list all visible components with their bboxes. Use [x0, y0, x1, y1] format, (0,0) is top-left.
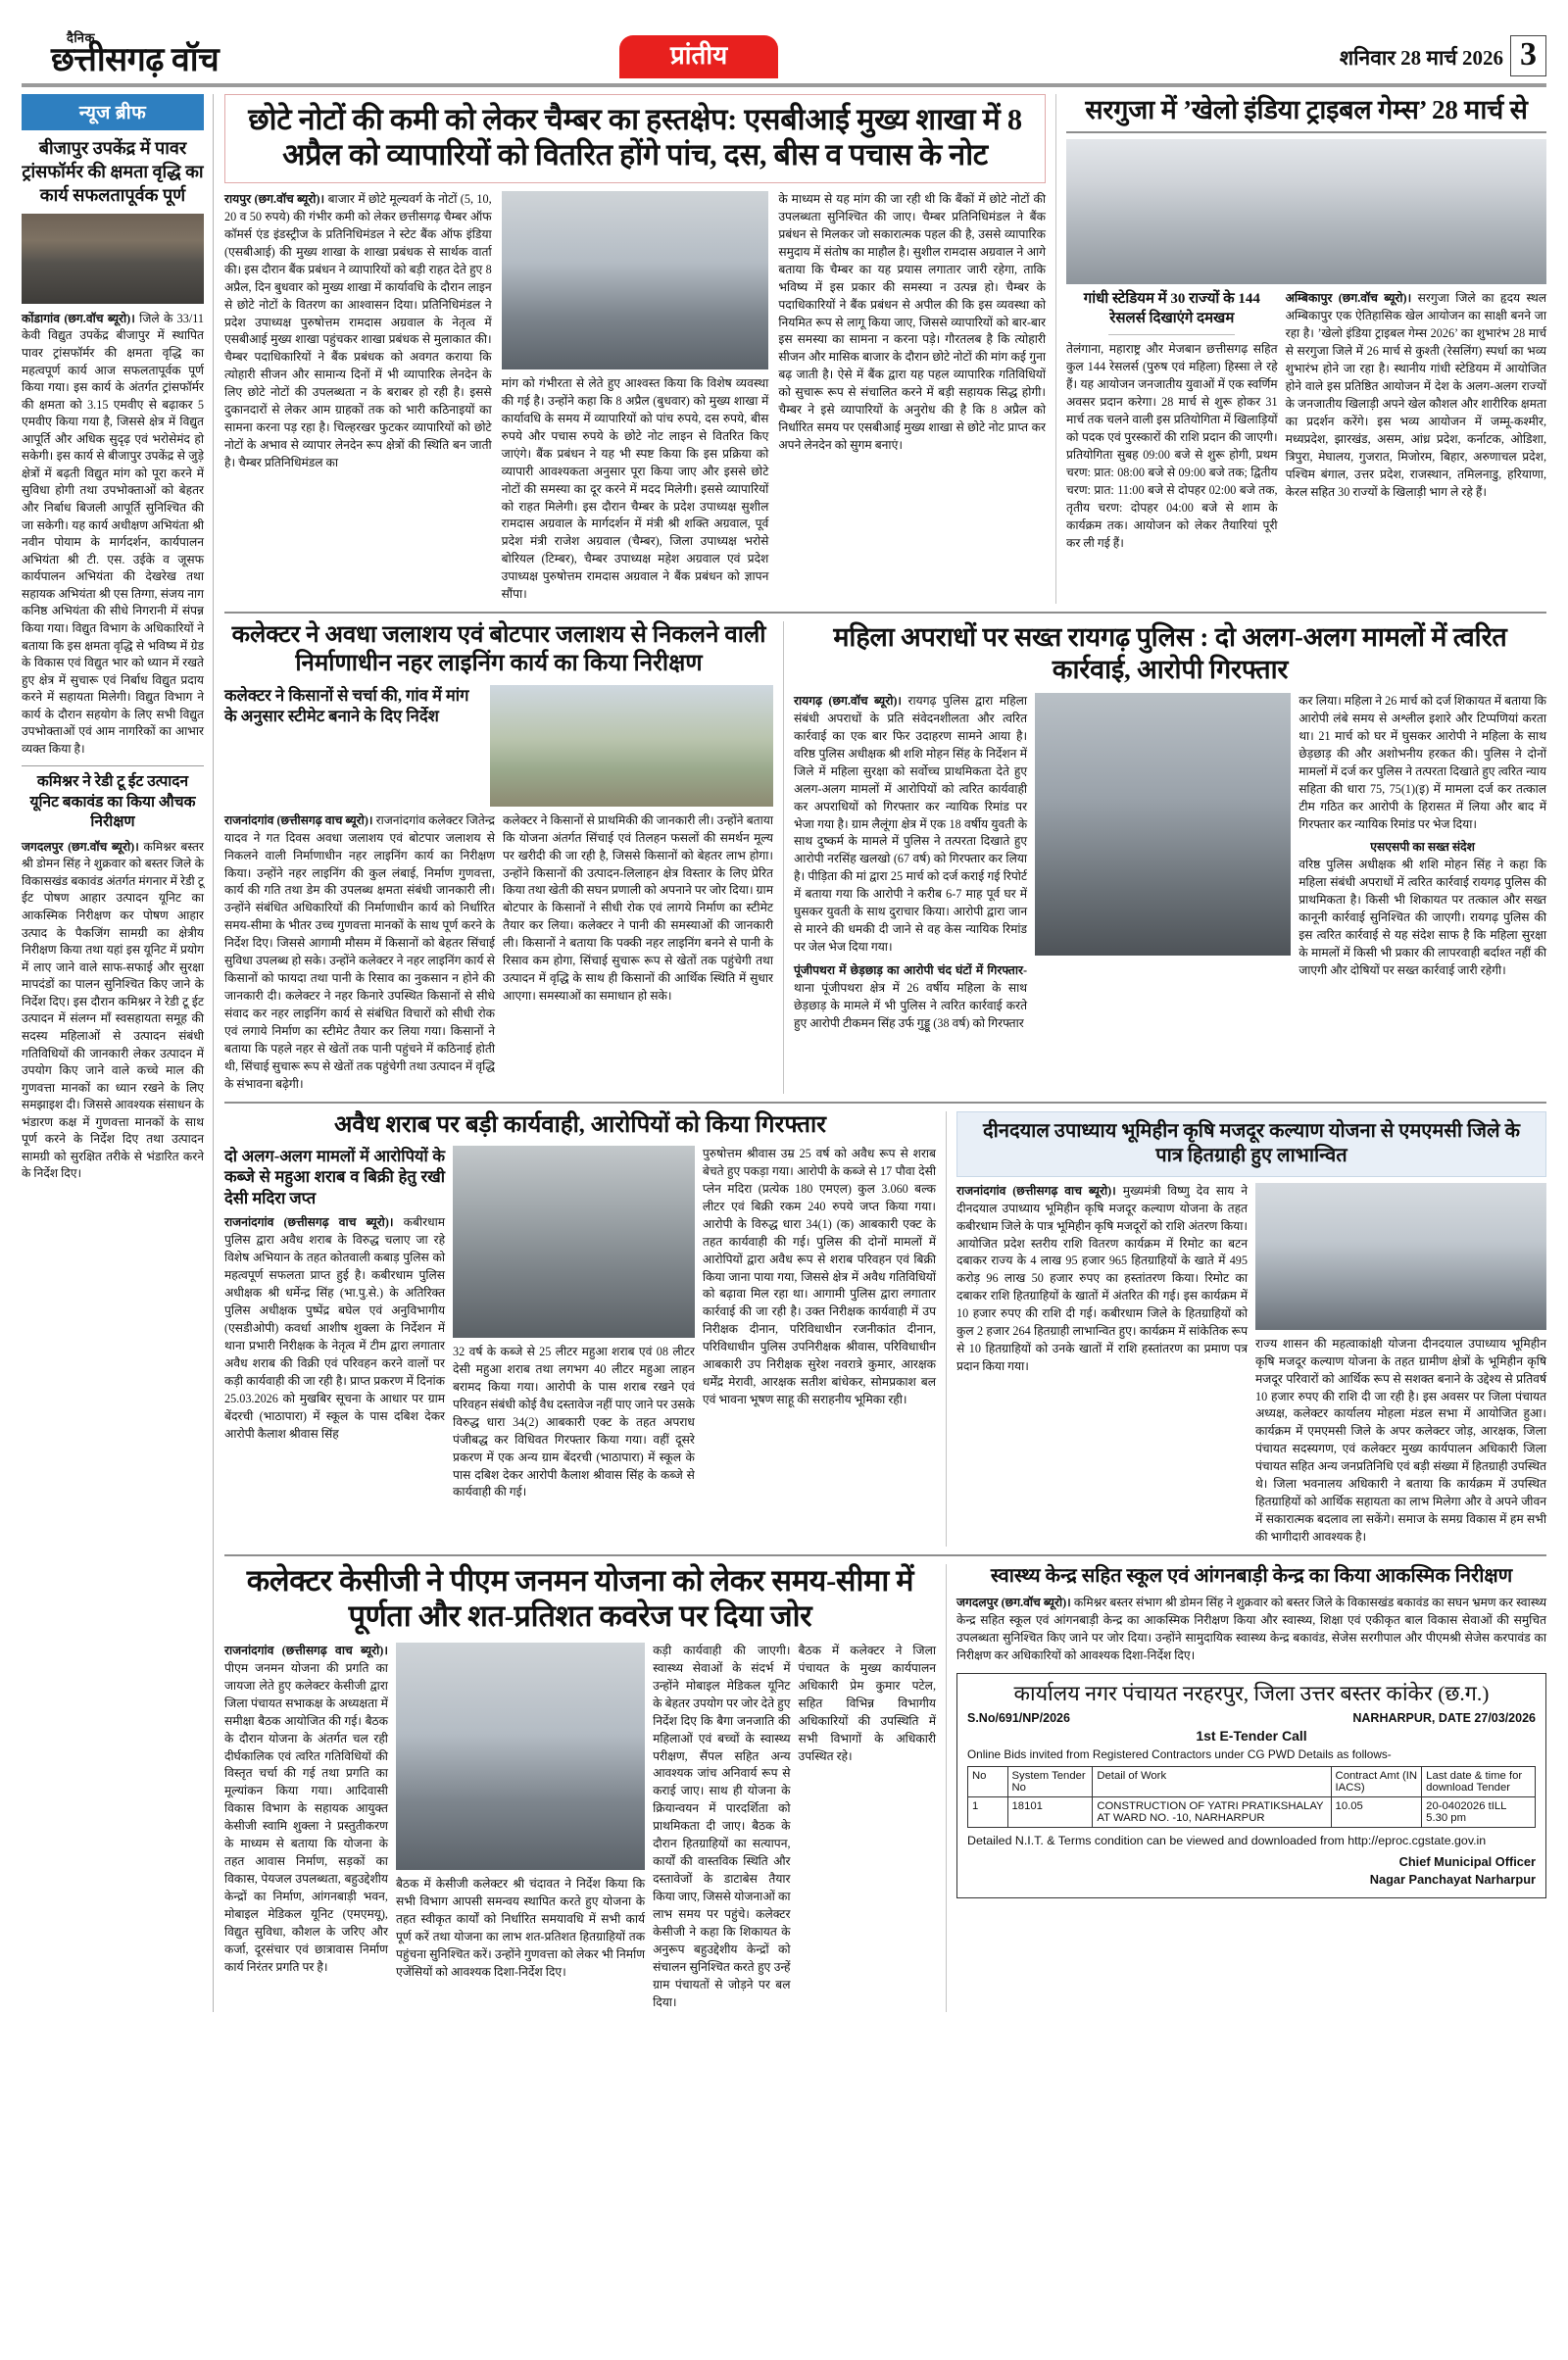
raigarh-photo — [1035, 693, 1291, 956]
tender-col-tenderno: System Tender No — [1007, 1767, 1093, 1797]
top-block-rule — [224, 612, 1546, 614]
sidebar-story1-photo — [22, 214, 204, 304]
canal-photo — [490, 685, 773, 807]
canal-body-row — [224, 812, 773, 1094]
scheme-col1-text: मुख्यमंत्री विष्णु देव साय ने दीनदयाल उपाध्याय भूमिहीन कृषि मजदूर कल्याण योजना के तहत कबीरधाम जिले के पात्र भूमिहीन कृषि मजदूरों को राशि अंतरण किया। आयोजित प्रदेश स्तरीय राशि वितरण कार्यक्रम में रिमोट का बटन दबाकर राज्य के 4 लाख 95 हजार 965 हितग्राहियों के खाते में 495 करोड़ 96 लाख 50 हजार रुपए का हस्तांतरण किया। रिमोट का दबाकर राशि हितग्राहियों के खातों में अंतरित की गई। इस कार्यक्रम में 10 हजार रुपए की राशि दी गई। कबीरधाम जिले के हितग्राहियों को कुल 2 हजार 264 हितग्राही लाभान्वित हुए। कार्यक्रम में सांकेतिक रूप से 10 हितग्राहियों को उनके खातों में राशि हस्तांतरण का प्रमाण पत्र प्रदान किया गया। — [956, 1183, 1249, 1374]
raigarh-col-2 — [1298, 693, 1546, 1033]
lead-body-row — [224, 191, 1046, 604]
raigarh-article — [783, 621, 1546, 1094]
raigarh-dateline: रायगढ़ (छग.वॉच ब्यूरो)। — [794, 693, 903, 708]
news-brief-sidebar — [22, 94, 214, 2012]
masthead — [22, 18, 1546, 78]
sidebar-story1-body — [22, 311, 204, 759]
canal-col-2: कलेक्टर ने किसानों से प्राथमिकी की जानकारी ली। उन्होंने बताया कि योजना अंतर्गत सिंचाई एवं तिलहन फसलों की समर्थन मूल्य पर खरीदी की जा रही है, जिससे किसानों को बेहतर लाभ होगा। उन्होंने किसानों की उत्पादन-लिलाहन क्षेत्र विस्तार के लिए प्रेरित किया तथा खेती की सघन प्रणाली को अपनाने पर जोर दिया। ग्राम बोटपार के किसानों ने सीधी रोक एवं लागये निर्माण का स्टीमेट तैयार कर लिया। कलेक्टर ने पानी की समस्याओं की जानकारी ली। किसानों ने बताया कि पक्की नहर लाइनिंग बनने से पानी के रिसाव कम होगा, सिंचाई सुचारू रूप से खेतों तक पहुंचेगी तथा उत्पादन में वृद्धि के साथ ही किसानों की आर्थिक स्थिति में सुधार आएगा। समस्याओं का समाधान हो सके। — [503, 812, 773, 1004]
raigarh-col1b-text: थाना पूंजीपथरा क्षेत्र में 26 वर्षीय महिला के साथ छेड़छाड़ के मामले में भी पुलिस ने त्वरित कार्रवाई करते हुए आरोपी टीकमन सिंह उर्फ गुड्डू (38 वर्ष) को गिरफ्तार — [794, 980, 1028, 1030]
page-number: 3 — [1510, 35, 1546, 76]
tender-place-date: NARHARPUR, DATE 27/03/2026 — [1352, 1711, 1536, 1726]
raigarh-col1-text: रायगढ़ पुलिस द्वारा महिला संबंधी अपराधों के प्रति संवेदनशीलता और त्वरित कार्रवाई का एक बार फिर उदाहरण सामने आया है। वरिष्ठ पुलिस अधीक्षक श्री शशि मोहन सिंह के निर्देशन में जिले में महिला सुरक्षा को सर्वोच्च प्राथमिकता देते हुए अलग-अलग मामलों में आरोपियों को त्वरित कार्यवाही कर अपराधियों को गिरफ्तार कर न्यायिक रिमांड पर भेजा गया है। ग्राम लैलूंगा क्षेत्र में एक 18 वर्षीय युवती के साथ दुष्कर्म के मामले में पुलिस ने तत्परता दिखाते हुए आरोपी नरसिंह खलखो (67 वर्ष) को गिरफ्तार कर लिया है। पीड़िता की मां द्वारा 25 मार्च को दर्ज कराई गई रिपोर्ट में बताया गया कि आरोपी ने करीब 6-7 माह पूर्व घर में घुसकर युवती के साथ दुराचार किया। आरोपी द्वारा जान से मारने की धमकी दी जाने से वह केस न्यायिक रिमांड पर जेल भेज दिया गया। — [794, 693, 1028, 955]
lead-dateline: रायपुर (छग.वॉच ब्यूरो)। — [224, 191, 325, 206]
tender-meta-row — [967, 1711, 1536, 1725]
canal-kicker: कलेक्टर ने किसानों से चर्चा की, गांव में मांग के अनुसार स्टीमेट बनाने के दिए निर्देश — [224, 685, 469, 726]
liquor-kicker: दो अलग-अलग मामलों में आरोपियों के कब्जे से महुआ शराब व बिक्री हेतु रखी देसी मदिरा जप्त — [224, 1146, 446, 1207]
lead-headline-box — [224, 94, 1046, 183]
sidebar-story1-text: जिले के 33/11 केवी विद्युत उपकेंद्र बीजापुर में स्थापित पावर ट्रांसफॉर्मर की क्षमता वृद्धि का महत्वपूर्ण कार्य आज सफलतापूर्वक पूर्ण किया गया। इस कार्य के अंतर्गत ट्रांसफॉर्मर की क्षमता को 3.15 एमवीए से बढ़ाकर 5 एमवीए किया गया है, जिससे क्षेत्र में विद्युत आपूर्ति और अधिक सुदृढ़ एवं भरोसेमंद हो सकेगी। इस कार्य से बीजापुर उपकेंद्र से जुड़े क्षेत्रों में बढ़ती विद्युत मांग को पूरा करने में सुविधा होगी तथा उपभोक्ताओं को बेहतर और निर्बाध बिजली आपूर्ति सुनिश्चित की जा सकेगी। यह कार्य अधीक्षण अभियंता श्री नवीन पोयाम के मार्गदर्शन, कार्यपालन अभियंता श्री टी. एस. उईके व जूसफ कार्यपालन अभियंता की देखरेख तथा सहायक अभियंता श्री एस तिग्गा, संजय नाग कनिष्ठ अभियंता की सीधे निगरानी में संपन्न किया गया। विद्युत विभाग के अधिकारियों ने बताया कि इस क्षमता वृद्धि से भविष्य में ग्रेड के विकास एवं विद्युत भार को ध्यान में रखते हुए क्षेत्र में सुचारू एवं निर्बाध विद्युत प्रदाय करने में सहायता मिलेगी। विद्युत विभाग ने कार्य के दौरान सहयोग के लिए सभी विद्युत उपभोक्ताओं एवं आम नागरिकों का आभार व्यक्त किया है। — [22, 311, 204, 756]
liquor-col-1 — [224, 1146, 445, 1501]
bottom-block — [224, 1564, 1546, 2012]
scheme-body-row — [956, 1183, 1546, 1547]
logo-title: छत्तीसगढ़ वॉच — [51, 42, 220, 79]
tender-sign-office: Nagar Panchayat Narharpur — [1369, 1871, 1536, 1887]
khelo-headline: सरगुजा में ’खेलो इंडिया ट्राइबल गेम्स’ 28 मार्च से — [1085, 95, 1528, 124]
tender-col-work: Detail of Work — [1093, 1767, 1331, 1797]
liquor-col-3: पुरुषोत्तम श्रीवास उम्र 25 वर्ष को अवैध रूप से शराब बेचते हुए पकड़ा गया। आरोपी के कब्जे से 17 पौवा देसी प्लेन मदिरा (प्रत्येक 180 एमएल) कुल 3.060 बल्क लीटर एवं बिक्री रकम 240 रुपये जप्त किया गया। आरोपी के विरुद्ध धारा 34(1) (क) आबकारी एक्ट के तहत कार्यवाही की गई। पुलिस की दोनों मामलों में आरोपियों द्वारा अवैध रूप से शराब परिवहन एवं बिक्री किया जाना पाया गया, जिससे क्षेत्र में अवैध गतिविधियों को बढ़ावा मिल रहा था। आगामी पुलिस द्वारा लगातार कार्रवाई की जा रही है। उक्त निरीक्षक कार्यवाही में उप निरीक्षक दीनान, परिविधाधीन रजनीकांत दीनान, परिविधाधीन पुलिस उपनिरीक्षक श्रीवास, परिविधाधीन आबकारी उप निरीक्षक सुरेश नवरात्रे कुमार, आरक्षक धर्मेंद्र मेरावी, आरक्षक सतीश बांधेकर, सोमप्रकाश बल एवं भावना भूषण साहू की सराहनीय भूमिका रही। — [702, 1146, 936, 1407]
tender-table — [967, 1766, 1536, 1828]
scheme-col2-text: राज्य शासन की महत्वाकांक्षी योजना दीनदयाल उपाध्याय भूमिहीन कृषि मजदूर कल्याण योजना के तहत ग्रामीण क्षेत्रों के भूमिहीन कृषि मजदूर परिवारों को आर्थिक रूप से सशक्त बनाने के उद्देश्य से प्रतिवर्ष 10 हजार रुपए की राशि दी जा रही है। इस अवसर पर जिला पंचायत अध्यक्ष, कलेक्टर कार्यालय मोहला मंडल सभा में आयोजित हुआ। कार्यक्रम में एमएमसी जिले के अपर कलेक्टर जोड़, आरक्षक, जिला पंचायत सदस्यगण, एवं कलेक्टर मुख्य कार्यपालन अधिकारी जिला पंचायत सहित अन्य जनप्रतिनिधि एवं बड़ी संख्या में हितग्राही उपस्थित थे। जिला भवनालय अधिकारी ने बताया कि कार्यक्रम में उपस्थित हितग्राहियों को आर्थिक सहायता का लाभ मिलेगा और वे अपने जीवन में सकारात्मक बदलाव ला सकेंगे। समाज के समग्र विकास में हम सभी की भागीदारी आवश्यक है। — [1255, 1336, 1546, 1544]
canal-headline: कलेक्टर ने अवधा जलाशय एवं बोटपार जलाशय से निकलने वाली निर्माणाधीन नहर लाइनिंग कार्य का किया निरीक्षण — [231, 622, 766, 677]
pmjanman-dateline: राजनांदगांव (छत्तीसगढ़ वाच ब्यूरो)। — [224, 1643, 388, 1657]
tender-row-tenderno: 18101 — [1007, 1797, 1093, 1828]
masthead-rule — [22, 83, 1546, 87]
tender-serial-no: S.No/691/NP/2026 — [967, 1711, 1070, 1726]
khelo-article — [1055, 94, 1546, 604]
health-headline: स्वास्थ्य केन्द्र सहित स्कूल एवं आंगनबाड़ी केन्द्र का किया आकस्मिक निरीक्षण — [990, 1564, 1513, 1587]
khelo-subhead: गांधी स्टेडियम में 30 राज्यों के 144 रेसलर्स दिखाएंगे दमखम — [1083, 291, 1260, 326]
lead-col-2 — [502, 191, 769, 604]
liquor-headline: अवैध शराब पर बड़ी कार्यवाही, आरोपियों को किया गिरफ्तार — [334, 1111, 826, 1138]
tender-table-header-row — [968, 1767, 1536, 1797]
tender-col-amount: Contract Amt (IN IACS) — [1331, 1767, 1422, 1797]
pmjanman-col1-text: पीएम जनमन योजना की प्रगति का जायजा लेते हुए कलेक्टर केसीजी द्वारा जिला पंचायत सभाकक्ष के अध्यक्षता में समीक्षा बैठक आयोजित की गई। बैठक के दौरान योजना के अंतर्गत चल रही दीर्घकालिक एवं त्वरित गतिविधियों की विस्तृत चर्चा की गई तथा प्रगति का मूल्यांकन किया गया। आदिवासी विकास विभाग के सहायक आयुक्त केसीजी स्वामि शुक्ला ने प्रस्तुतीकरण के माध्यम से बताया कि योजना के तहत आवास निर्माण, सड़कों का विकास, पेयजल उपलब्धता, बहुउद्देशीय केन्द्रों का निर्माण, आंगनबाड़ी भवन, मोबाइल मेडिकल यूनिट (एमएमयू), विद्युत सुविधा, कौशल के जरिए और कर्जा, दूरसंचार एवं छात्रावास निर्माण कार्य निरंतर प्रगति पर है। — [224, 1660, 388, 1974]
pmjanman-col-1 — [224, 1643, 388, 2012]
liquor-col1-text: कबीरधाम पुलिस द्वारा अवैध शराब के विरुद्ध चलाए जा रहे विशेष अभियान के तहत कोतवाली कबाड़ पुलिस को महत्वपूर्ण सफलता प्राप्त हुई है। कबीरधाम पुलिस अधीक्षक श्री धर्मेन्द्र सिंह (भा.पु.से.) के अतिरिक्त पुलिस अधीक्षक पुष्पेंद्र बघेल एवं अनुविभागीय (एसडीओपी) कवर्धा आशीष शुक्ला के निर्देशन में थाना प्रभारी निरीक्षक के नेतृत्व में टीम द्वारा लगातार अवैध शराब की विक्री एवं परिवहन करने वालों पर कड़ी कार्यवाही की जा रही है। प्राप्त प्रकरण में दिनांक 25.03.2026 को मुखबिर सूचना के आधार पर ग्राम बेंदरची (भाठापारा) में स्कूल के पास दबिश देकर आरोपी कैलाश श्रीवास सिंह — [224, 1215, 446, 1441]
canal-col-1 — [224, 812, 495, 1094]
section-badge: प्रांतीय — [619, 35, 778, 78]
lead-headline: छोटे नोटों की कमी को लेकर चैम्बर का हस्तक्षेप: एसबीआई मुख्य शाखा में 8 अप्रैल को व्यापारियों को वितरित होंगे पांच, दस, बीस व पचास के नोट — [248, 103, 1022, 172]
tender-row-amount: 10.05 — [1331, 1797, 1422, 1828]
tender-call-label: 1st E-Tender Call — [1196, 1728, 1307, 1745]
tender-col-no: No — [968, 1767, 1008, 1797]
pmjanman-col-3: कड़ी कार्यवाही की जाएगी। स्वास्थ्य सेवाओं के संदर्भ में उन्होंने मोबाइल मेडिकल यूनिट के बेहतर उपयोग पर जोर देते हुए निर्देश दिए कि बैगा जनजाति की महिलाओं एवं बच्चों के स्वास्थ्य परीक्षण, सैंपल सहित अन्य आवश्यक जांच अनिवार्य रूप से कराई जाए। साथ ही योजना के क्रियान्वयन में पारदर्शिता को प्राथमिकता दी जाए। बैठक के दौरान हितग्राहियों का सत्यापन, कार्यों की वास्तविक स्थिति और दस्तावेजों के डाटाबेस तैयार किया जाए, जिससे योजनाओं का लाभ समय पर पहुंचे। कलेक्टर केसीजी ने कहा कि शिकायत के अनुरूप बहुउद्देशीय केन्द्रों को संचालन सुनिश्चित करते हुए उन्हें ग्राम पंचायतों से जोड़ने पर बल दिया। — [653, 1643, 791, 2009]
tender-note: Online Bids invited from Registered Contractors under CG PWD Details as follows- — [967, 1747, 1392, 1762]
second-block — [224, 621, 1546, 1094]
khelo-col2-text: सरगुजा जिले का हृदय स्थल अम्बिकापुर एक ऐतिहासिक खेल आयोजन का साक्षी बनने जा रहा है। ’खेलो इंडिया ट्राइबल गेम्स 2026’ का शुभारंभ 28 मार्च से सरगुजा जिले में 26 मार्च से कुश्ती (रेसलिंग) स्पर्धा का भव्य शुभारंभ होने जा रहा है। स्थानीय गांधी स्टेडियम में आयोजित होने वाले इस प्रतिष्ठित आयोजन में देश के अलग-अलग राज्यों के जनजातीय खिलाड़ी अपने खेल कौशल और शारीरिक क्षमता का प्रदर्शन करेंगे। इस भव्य आयोजन में जम्मू-कश्मीर, मध्यप्रदेश, झारखंड, असम, आंध्र प्रदेश, कर्नाटक, ओडिशा, त्रिपुरा, मेघालय, गुजरात, मिजोरम, बिहार, अरुणाचल प्रदेश, पश्चिम बंगाल, उत्तर प्रदेश, राजस्थान, तमिलनाडु, हरियाणा, केरल सहित 30 राज्यों के खिलाड़ी भाग ले रहे हैं। — [1285, 291, 1547, 499]
lead-photo — [502, 191, 769, 369]
pmjanman-headline: कलेक्टर केसीजी ने पीएम जनमन योजना को लेकर समय-सीमा में पूर्णता और शत-प्रतिशत कवरेज पर दिया जोर — [246, 1563, 914, 1633]
right-bottom-col — [946, 1564, 1546, 2012]
sidebar-story1-dateline: कोंडागांव (छग.वॉच ब्यूरो)। — [22, 311, 135, 325]
scheme-col-2 — [1255, 1183, 1546, 1547]
scheme-article — [946, 1111, 1546, 1547]
masthead-meta — [1340, 35, 1546, 76]
khelo-col1-text: तेलंगाना, महाराष्ट्र और मेजबान छत्तीसगढ़ सहित कुल 144 रेसलर्स (पुरुष एवं महिला) हिस्सा ले रहे हैं। यह आयोजन जनजातीय युवाओं में एक स्वर्णिम अवसर प्रदान करेगा। 28 मार्च से शुरू होकर 31 मार्च तक चलने वाली इस प्रतियोगिता में खिलाड़ियों को पदक एवं पुरस्कारों की राशि प्रदान की जाएगी। प्रतियोगिता सुबह 09:00 बजे से शुरू होगी, प्रथम चरण: प्रात: 08:00 बजे से 09:00 बजे तक; द्वितीय चरण: प्रात: 11:00 बजे से दोपहर 02:00 बजे तक, तृतीय चरण: दोपहर 04:00 बजे से शाम के कार्यक्रम तक। आयोजन को लेकर तैयारियां पूरी कर ली गई हैं। — [1066, 342, 1278, 550]
lead-col-1 — [224, 191, 492, 604]
scheme-dateline: राजनांदगांव (छत्तीसगढ़ वाच ब्यूरो)। — [956, 1183, 1116, 1198]
tender-sign-officer: Chief Municipal Officer — [1398, 1854, 1536, 1870]
sidebar-story2-headline: कमिश्नर ने रेडी टू ईट उत्पादन यूनिट बकावंड का किया औचक निरीक्षण — [29, 773, 196, 831]
liquor-body-row — [224, 1146, 936, 1501]
tender-advertisement — [956, 1673, 1546, 1898]
scheme-headline: दीनदयाल उपाध्याय भूमिहीन कृषि मजदूर कल्याण योजना से एमएमसी जिले के पात्र हितग्राही हुए लाभान्वित — [983, 1119, 1520, 1166]
khelo-subhead-col — [1066, 290, 1278, 552]
scheme-headline-box — [956, 1111, 1546, 1177]
pmjanman-photo — [396, 1643, 645, 1870]
canal-photo-wrap — [490, 685, 773, 807]
health-body — [956, 1595, 1546, 1665]
health-dateline: जगदलपुर (छग.वॉच ब्यूरो)। — [956, 1595, 1071, 1609]
tender-row-lastdate: 20-0402026 tILL 5.30 pm — [1422, 1797, 1536, 1828]
khelo-col-2 — [1286, 290, 1546, 552]
tender-footer-note: Detailed N.I.T. & Terms condition can be viewed and downloaded from http://eproc.cgstate.gov.in — [967, 1834, 1487, 1848]
pmjanman-col-2 — [396, 1643, 645, 2012]
third-block-rule — [224, 1554, 1546, 1556]
khelo-rule — [1066, 131, 1546, 133]
tender-signature — [967, 1853, 1536, 1888]
raigarh-subhead-2: एसएसपी का सख्त संदेश — [1370, 840, 1475, 855]
pmjanman-article — [224, 1564, 936, 2012]
canal-article — [224, 621, 773, 1094]
issue-date: शनिवार 28 मार्च 2026 — [1339, 46, 1503, 70]
khelo-body-row — [1066, 290, 1546, 552]
table-row — [968, 1797, 1536, 1828]
scheme-photo — [1255, 1183, 1546, 1330]
pmjanman-body-row — [224, 1643, 936, 2012]
newspaper-logo — [22, 31, 316, 78]
raigarh-subhead-1: पूंजीपथरा में छेड़छाड़ का आरोपी चंद घंटों में गिरफ्तार- — [794, 963, 1028, 977]
tender-col-lastdate: Last date & time for download Tender — [1422, 1767, 1536, 1797]
news-brief-label: न्यूज ब्रीफ — [22, 94, 204, 130]
khelo-photo — [1066, 139, 1546, 284]
liquor-dateline: राजनांदगांव (छत्तीसगढ़ वाच ब्यूरो)। — [224, 1215, 394, 1230]
third-block — [224, 1111, 1546, 1547]
sidebar-story2-text: कमिश्नर बस्तर श्री डोमन सिंह ने शुक्रवार को बस्तर जिले के विकासखंड बकावंड अंतर्गत मंगनार में रेडी टू ईट पोषण आहार उत्पादन यूनिट का आकस्मिक निरीक्षण कर पोषण आहार उत्पाद के पैकजिंग सामग्री का क्षेत्रीय निरीक्षण किया तथा यहां इस यूनिट में प्रयोग में लाए जाने वाले साफ-सफाई और सुरक्षा मापदंडों का पालन सुनिश्चित किए जाने के निर्देश दिए। इस दौरान कमिश्नर ने रेडी टू ईट उत्पादन में संलग्न माँ स्वसहायता समूह की सदस्य महिलाओं से उत्पादन संबंधी गतिविधियों की जानकारी लेकर उत्पादन में उपयोग किए जाने वाले कच्चे माल की गुणवत्ता मानकों का ध्यान रखने के लिए समझाइश दी। जिससे आवश्यक संसाधन के भंडारण कक्ष में गुणवत्ता मानकों के साथ पूर्ण करने के निर्देश दिए तथा उत्पादन सामग्री को सुरक्षित तरीके से भंडारित करने के निर्देश दिए। — [22, 839, 204, 1181]
pmjanman-col2-text: बैठक में केसीजी कलेक्टर श्री चंदावत ने निर्देश किया कि सभी विभाग आपसी समन्वय स्थापित करते हुए योजना के तहत स्वीकृत कार्यों को निर्धारित समयावधि में सभी कार्य पूर्ण करें तथा योजना का लाभ शत-प्रतिशत हितग्राहियों तक पहुंचना सुनिश्चित करें। उन्होंने गुणवत्ता को लेकर भी निर्माण एजेंसियों को आवश्यक दिशा-निर्देश दिए। — [395, 1876, 646, 1979]
canal-kicker-col — [224, 685, 482, 807]
raigarh-body-row — [794, 693, 1546, 1033]
canal-top-row — [224, 685, 773, 807]
liquor-photo — [453, 1146, 695, 1338]
sidebar-divider — [22, 765, 204, 766]
raigarh-col2-text2: वरिष्ठ पुलिस अधीक्षक श्री शशि मोहन सिंह ने कहा कि महिला संबंधी अपराधों में त्वरित कार्रवाई रायगढ़ पुलिस की प्राथमिकता है। किसी भी शिकायत पर तत्काल और सख्त कानूनी कार्रवाई सुनिश्चित की जाएगी। रायगढ़ पुलिस की इस त्वरित कार्रवाई से यह संदेश साफ है कि महिला सुरक्षा के मामलों में किसी भी प्रकार की लापरवाही बर्दाश्त नहीं की जाएगी और दोषियों पर सख्त कार्रवाई जारी रहेगी। — [1298, 858, 1546, 977]
khelo-dateline: अम्बिकापुर (छग.वॉच ब्यूरो)। — [1285, 291, 1412, 306]
raigarh-headline: महिला अपराधों पर सख्त रायगढ़ पुलिस : दो अलग-अलग मामलों में त्वरित कार्रवाई, आरोपी गिरफ्तार — [833, 622, 1507, 684]
tender-office-title: कार्यालय नगर पंचायत नरहरपुर, जिला उत्तर बस्तर कांकेर (छ.ग.) — [1013, 1681, 1490, 1705]
tender-row-work: CONSTRUCTION OF YATRI PRATIKSHALAY AT WARD NO. -10, NARHARPUR — [1093, 1797, 1331, 1828]
liquor-col2-text: 32 वर्ष के कब्जे से 25 लीटर महुआ शराब एवं 08 लीटर देसी महुआ शराब तथा लगभग 40 लीटर महुआ लाहन बरामद किया गया। आरोपी के पास शराब रखने एवं परिवहन संबंधी कोई वैध दस्तावेज नहीं पाए जाने पर उसके विरुद्ध धारा 34(2) आबकारी एक्ट के तहत अपराध पंजीबद्ध कर विधिवत गिरफ्तार किया गया। वहीं दूसरे प्रकरण में एक अन्य ग्राम बेंदरची (भाठापारा) में स्कूल के पास दबिश देकर आरोपी कैलाश श्रीवास सिंह के कब्जे से कार्यवाही की गई। — [453, 1344, 695, 1500]
pmjanman-col-4: बैठक में कलेक्टर ने जिला पंचायत के मुख्य कार्यपालन अधिकारी प्रेम कुमार पटेल, सहित विभिन्न विभागीय अधिकारियों की उपस्थिति में सभी विभागों के अधिकारी उपस्थित रहे। — [798, 1643, 936, 1763]
logo-prefix: दैनिक — [67, 30, 95, 46]
sidebar-story2-dateline: जगदलपुर (छग.वॉच ब्यूरो)। — [22, 839, 139, 854]
lead-col-3: के माध्यम से यह मांग की जा रही थी कि बैंकों में छोटे नोटों की उपलब्धता सुनिश्चित की जाए। चैम्बर प्रतिनिधिमंडल ने बैंक प्रबंधन से मिलकर जो सकारात्मक पहल की है, उससे व्यापारिक समुदाय में संतोष का माहौल है। सुशील रामदास अग्रवाल ने आगे बताया कि चैम्बर का यह प्रयास लगातार जारी रहेगा, ताकि भविष्य में इस प्रकार की समस्या न उत्पन्न हो। चैम्बर के पदाधिकारियों ने बैंक प्रबंधन से अपील की कि इस व्यवस्था को नियमित रूप से लागू किया जाए, जिससे व्यापारियों को बार-बार इस समस्या का सामना न करना पड़े। गौरतलब है कि त्योहारी सीजन और मासिक बाजार के दौरान छोटे नोटों की मांग कई गुना बढ़ जाती है। ऐसे में बैंक द्वारा यह पहल व्यापारिक गतिविधियों को सुचारू रूप से संचालित करने में बड़ी सहायक सिद्ध होगी। चैम्बर ने इसे व्यापारियों के अनुरोध की है कि 8 अप्रैल को निर्धारित समय पर एसबीआई मुख्य शाखा से छोटे नोट प्राप्त कर अपने लेनदेन को सुगम बनाएं। — [778, 191, 1047, 453]
top-block — [224, 94, 1546, 604]
raigarh-photo-col — [1035, 693, 1291, 1033]
canal-dateline: राजनांदगांव (छत्तीसगढ़ वाच ब्यूरो)। — [224, 812, 373, 827]
raigarh-col2-text: कर लिया। महिला ने 26 मार्च को दर्ज शिकायत में बताया कि आरोपी लंबे समय से अश्लील इशारे और टिप्पणियां करता था। 21 मार्च को घर में घुसकर आरोपी ने महिला के साथ छेड़छाड़ की और अशोभनीय हरकत की। पुलिस ने दोनों मामलों में दर्ज कर पुलिस ने तत्परता दिखाते हुए त्वरित न्याय सहिता की धारा 75, 75(1)(इ) में मामला दर्ज कर तत्काल टीम गठित कर आरोपी के हिरासत में लिया और बाद में गिरफ्तार कर न्यायिक रिमांड पर भेज दिया। — [1298, 693, 1546, 831]
liquor-article — [224, 1111, 936, 1547]
lead-col2-text: मांग को गंभीरता से लेते हुए आश्वस्त किया कि विशेष व्यवस्था की गई है। उन्होंने कहा कि 8 अप्रैल (बुधवार) को मुख्य शाखा में कार्यावधि के समय में व्यापारियों को पांच रुपये, दस रुपये, बीस रुपये और पचास रुपये के छोटे नोट लाइन से वितरित किए जाएंगे। बैंक प्रबंधन ने यह भी स्पष्ट किया कि इस प्रक्रिया को व्यापारी आवश्यकता अनुसार पूरा किया जाए और इससे छोटे नोटों की समस्या का दूर करने में मदद मिलेगी। इससे व्यापारियों को राहत मिलेगी। इस दौरान चैम्बर के प्रदेश उपाध्यक्ष सुशील रामदास अग्रवाल के मार्गदर्शन में मंत्री श्री शक्ति अग्रवाल, पूर्व प्रदेश मंत्री राजेश अग्रवाल (चैम्बर), जिला उपाध्यक्ष भरोसे बोरियल (टिम्बर), चैम्बर उपाध्यक्ष महेश अग्रवाल एवं प्रदेश उपाध्यक्ष पुरुषोत्तम रामदास अग्रवाल ने बैंक प्रबंधन को ज्ञापन सौंपा। — [501, 375, 769, 602]
tender-row-no: 1 — [968, 1797, 1008, 1828]
canal-col1-text: राजनांदगांव कलेक्टर जितेन्द्र यादव ने गत दिवस अवधा जलाशय एवं बोटपार जलाशय से निकलने वाली निर्माणाधीन नहर लाइनिंग कार्य का निरीक्षण किया। उन्होंने नहर लाइनिंग की कुल लंबाई, निर्माण गुणवत्ता, कार्य की गति तथा डेम की उपलब्ध क्षमता संबंधी जानकारी ली। उन्होंने संबंधित अधिकारियों की निर्माणाधीन कार्य को निर्धारित समय-सीमा के भीतर उच्च गुणवत्ता मानकों के साथ पूर्ण करने के निर्देश दिए। जिससे आगामी मौसम में किसानों को बेहतर सिंचाई सुविधा उपलब्ध हो सके। उन्होंने कलेक्टर ने नहर लाइनिंग कार्य से किसानों को फायदा तथा पानी के रिसाव का नुकसान न होने की जानकारी दी। कलेक्टर ने नहर किनारे उपस्थित किसानों से सीधे संवाद कर नहर लाइनिंग कार्य से संबंधित विचारों को सीधी रोक एवं लगाये निर्माण का स्टीमेट तैयार कर लिया गया। किसानों ने बताया कि पहले नहर से खेतों तक पानी पहुंचने में कठिनाई होती थी, सिंचाई सुचारू रूप से खेतों तक पहुंचेगी तथा उत्पादन में वृद्धि के संभावना बढ़ेगी। — [224, 812, 496, 1091]
liquor-col-2 — [453, 1146, 695, 1501]
lead-col1-text: बाजार में छोटे मूल्यवर्ग के नोटों (5, 10, 20 व 50 रुपये) की गंभीर कमी को लेकर छत्तीसगढ़ चैम्बर ऑफ कॉमर्स एंड इंडस्ट्रीज के प्रतिनिधिमंडल ने स्टेट बैंक ऑफ इंडिया (एसबीआई) की मुख्य शाखा के शाखा प्रबंधक से सार्थक वार्ता की। इस दौरान बैंक प्रबंधन ने व्यापारियों को बड़ी राहत देते हुए 8 अप्रैल, दिन बुधवार को मुख्य शाखा में कार्यावधि के दौरान लाइन से छोटे नोटों के वितरण का आश्वासन दिया। प्रतिनिधिमंडल ने प्रदेश उपाध्यक्ष पुरुषोत्तम रामदास अग्रवाल के नेतृत्व में एसबीआई मुख्य शाखा पहुंचकर शाखा प्रबंधक से मुलाकात की। चैम्बर पदाधिकारियों ने बैंक प्रबंधक को अवगत कराया कि त्योहारी सीजन और सामान्य दिनों में भी व्यापारिक लेनदेन के लिए छोटे नोटों की उपलब्धता न के बराबर हो रही है। इससे दुकानदारों से लेकर आम ग्राहकों तक को भारी कठिनाइयों का सामना करना पड़ रहा है। चिल्हरखर फुटकर व्यापारियों को छोटे नोटों के अभाव से व्यापार लेनदेन रूप क्षेत्रों की स्थिति बन जाती है। चैम्बर प्रतिनिधिमंडल का — [224, 191, 492, 470]
sidebar-story2-body — [22, 839, 204, 1183]
raigarh-col-1 — [794, 693, 1027, 1033]
scheme-col-1 — [956, 1183, 1248, 1547]
sidebar-story1-headline: बीजापुर उपकेंद्र में पावर ट्रांसफॉर्मर की क्षमता वृद्धि का कार्य सफलतापूर्वक पूर्ण — [22, 138, 204, 205]
second-block-rule — [224, 1102, 1546, 1104]
khelo-subhead-rule — [1108, 334, 1235, 335]
lead-article — [224, 94, 1046, 604]
health-text: कमिश्नर बस्तर संभाग श्री डोमन सिंह ने शुक्रवार को बस्तर जिले के विकासखंड बकावंड का सघन भ्रमण कर स्वास्थ्य केन्द्र सहित स्कूल एवं आंगनबाड़ी केन्द्र का आकस्मिक निरीक्षण किया और स्वास्थ्य, शिक्षा एवं एकीकृत बाल विकास सेवाओं की समुचित उपलब्धता सुनिश्चित किए जाने पर जोर दिया। उन्होंने सामुदायिक स्वास्थ्य केन्द्र बकावंड, सेजेस सरगीपाल और पीएमश्री सेजेस करपावंड का निरीक्षण कर अधिकारियों को आवश्यक दिशा-निर्देश दिए। — [956, 1595, 1547, 1662]
